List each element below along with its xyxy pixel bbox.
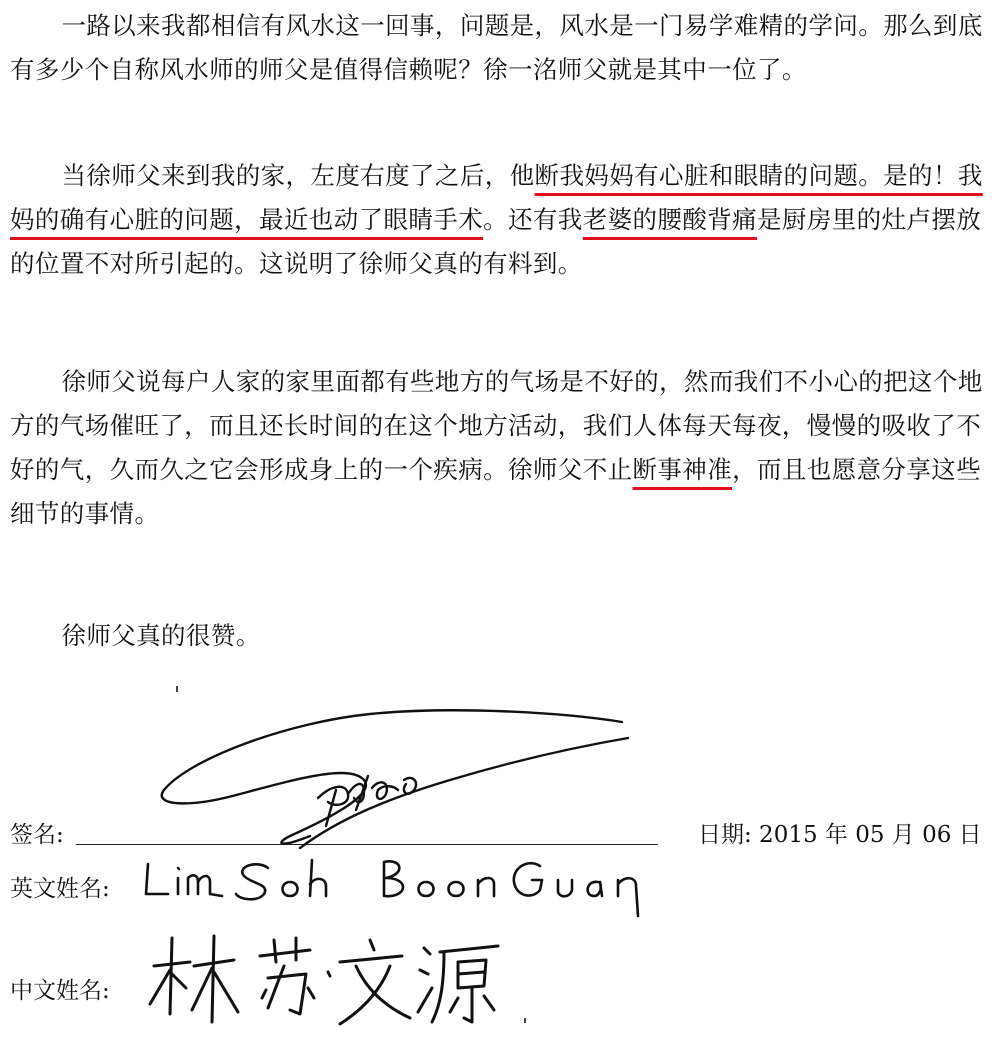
scan-speck: [524, 1018, 526, 1023]
highlight-accurate-reading: 断事神准: [632, 455, 733, 484]
scan-speck: [176, 686, 178, 692]
date-label: 日期: 2015 年 05 月 06 日: [698, 822, 982, 848]
paragraph-4: 徐师父真的很赞。: [61, 621, 261, 650]
paragraph-3-text-a: 徐师父说每户人家的家里面都有些地方的气场是不好的，然而我们不小心的把这个地方的气场催旺了，而且还长时间的在这个地方活动，我们人体每天每夜，慢慢的吸收了不好的气，久而久之它会形成身上的一个疾病。徐师父不止: [10, 367, 983, 484]
paragraph-2-text-b: 。还有我: [483, 205, 583, 234]
chinese-name-handwriting: [140, 926, 520, 1036]
paragraph-3: [10, 360, 995, 536]
chinese-name-text: [0, 0, 1, 1]
highlight-mother-health: 断我妈妈有心脏和眼睛的问题。是的！我妈的确有心脏的问题，最近也动了眼睛手术: [10, 161, 983, 234]
signature-scribble: [150, 698, 640, 868]
paragraph-2: [10, 154, 995, 286]
paragraph-2-text-a: 当徐师父来到我的家，左度右度了之后，他: [61, 161, 535, 190]
paragraph-3-text-b: ，而且也愿意分享这些细节的事情。: [10, 455, 982, 528]
paragraph-1: 一路以来我都相信有风水这一回事，问题是，风水是一门易学难精的学问。那么到底有多少个自称风水师的师父是值得信赖呢？徐一洺师父就是其中一位了。: [10, 11, 983, 84]
english-name-label: 英文姓名:: [10, 876, 110, 902]
chinese-name-label: 中文姓名:: [10, 978, 110, 1004]
english-name-handwriting: [140, 850, 670, 925]
signature-label: 签名:: [10, 822, 64, 848]
paragraph-2-text-c: 是厨房里的灶卢摆放的位置不对所引起的。这说明了徐师父真的有料到。: [10, 205, 982, 278]
highlight-wife-backache: 老婆的腰酸背痛: [582, 205, 758, 234]
english-name-text: [0, 0, 1, 1]
